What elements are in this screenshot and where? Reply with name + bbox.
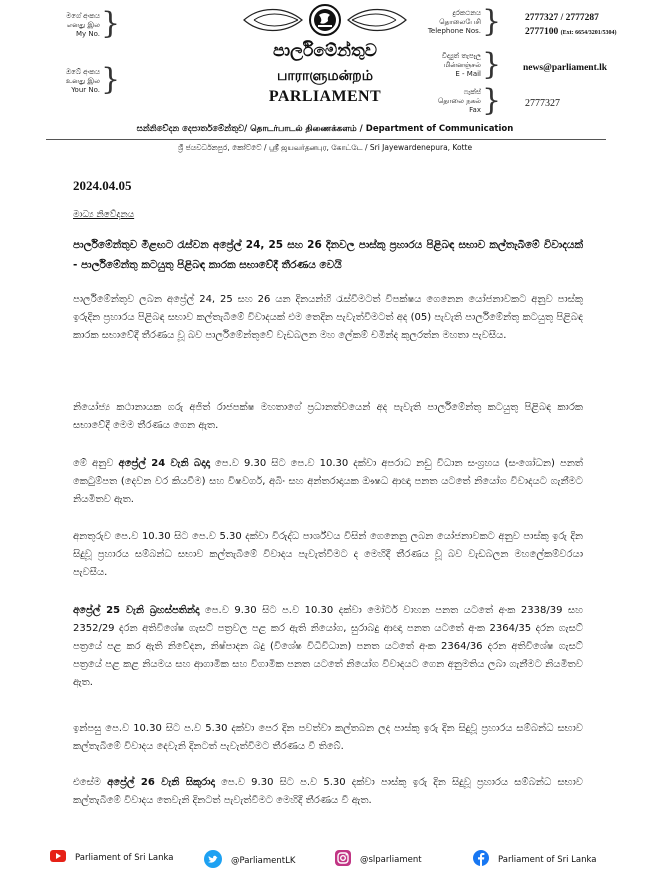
telephone-label: දුරකථනය தொலைபேசி Telephone Nos. [427,9,481,35]
title-tamil: பாராளுமன்றம் [277,68,373,84]
fax-label: ෆැක්ස් தொலை நகல் Fax [437,88,481,114]
fax-brace: } [482,83,502,118]
footer-social [0,850,650,870]
title-sinhala: පාර්ලිමේන්තුව [273,41,377,61]
department-line [0,124,650,135]
paragraph-5: අප්‍රේල් 25 වැනි බ්‍රහස්පතින්දා පෙ.ව 9.30 සිට ප.ව 10.30 දක්වා මෝටර් වාහන පනත යටතේ අංක 2338/39 සහ 2352/29 දරන අතිවිශේෂ ගැසට් පත්‍රවල පළ කර ඇති නියෝග, සුරාබදු ආඥා පනත යටතේ අංක 2364/35 දරන ගැසට් පත්‍රයේ පළ කර ඇති නිවේදන, නිෂ්පාදන බදු (විශේෂ විධිවිධාන) පනත යටතේ අංක 2364/36 දරන අතිවිශේෂ ගැසට් පත්‍රයේ පළ කළ නියමය සහ ආගාමික සහ විගාමික පනත යටතේ නියෝග විවාදයට ගෙන අනුමතිය ලබා ගැනීමට නියමිතව ඇත. [73,605,583,688]
date-april-24: අප්‍රේල් 24 වැනි බදාදා [118,458,210,469]
footer-twitter[interactable] [204,850,295,871]
instagram-label: @slparliament [360,854,422,865]
parliament-emblem-icon [240,3,410,37]
date-april-25: අප්‍රේල් 25 වැනි බ්‍රහස්පතින්දා [73,605,200,616]
my-no-brace: } [101,6,121,41]
your-no-brace: } [101,62,121,97]
date-april-26: අප්‍රේල් 26 වැනි සිකුරාදා [107,777,215,788]
telephone-value-2: 2777100 (Ext: 6654/3201/5304) [525,27,617,37]
paragraph-1: පාර්ලිමේන්තුව ලබන අප්‍රේල් 24, 25 සහ 26 යන දිනයන්හි රැස්වීමටත් විපක්ෂය ගෙනෙන යෝජනාවකට අනුව පාස්කු ඉරුදින ප්‍රහාරය පිළිබඳ සභාව කල්තැබීමේ විවාදයක් එම තෙදින පැවැත්වීමටත් අද (05) පැවැති පාර්ලිමේන්තු කටයුතු පිළිබඳ කාරක සභාවේදී තීරණය වූ බව පාර්ලිමේන්තුවේ වැඩබලන මහ ලේකම් චමින්ද කුලරත්න මහතා පැවසීය. [73,294,583,341]
document-kind: මාධ්‍ය නිවේදනය [73,210,135,220]
address-english: Sri Jayewardenepura, Kotte [369,143,473,152]
your-no-label: ඔබේ අංකය உனது இல Your No. [65,68,100,94]
email-label: විද්‍යුත් තැපෑල மின்னஞ்சல் E - Mail [441,52,481,78]
paragraph-6: ඉන්පසු පෙ.ව 10.30 සිට ප.ව 5.30 දක්වා පෙර දින පවත්වා කල්තබන ලද පාස්කු ඉරු දින සිදුවූ ප්‍රහාරය සම්බන්ධ සභාව කල්තැබීමේ විවාදය දෙවැනි දිනටත් පැවැත්වීමට තීරණය වී තිබේ. [73,723,583,752]
facebook-label: Parliament of Sri Lanka [498,854,597,865]
address-sinhala: ශ්‍රී ජයවර්ධනපුර, කෝට්ටේ / [177,143,267,152]
footer-youtube[interactable] [50,850,173,865]
telephone-ext: (Ext: 6654/3201/5304) [560,30,617,36]
paragraph-3: මේ අනුව අප්‍රේල් 24 වැනි බදාදා පෙ.ව 9.30 සිට පෙ.ව 10.30 දක්වා අපරාධ නඩු විධාන සංග්‍රහය (සංශෝධන) පනත් කෙටුම්පත (දෙවන වර කියවීම) සහ විෂවර්ග, අබිං සහ අන්තරාදායක ඖෂධ ආඥා පනත යටතේ නියෝග විවාදයට ගැනීමට නියමිතව ඇත. [73,458,583,505]
twitter-icon [204,850,222,871]
footer-instagram[interactable] [335,850,422,869]
telephone-value-1: 2777327 / 2777287 [525,13,599,23]
facebook-icon [473,850,489,869]
telephone-brace: } [482,4,502,39]
department-sinhala: සන්නිවේදන දෙපාර්තමේන්තුව/ [136,124,248,134]
address-tamil: ஸ்ரீ ஜயவர்தனபுர, கோட்டே / [268,143,368,152]
department-english: Department of Communication [365,124,514,134]
my-no-label: මගේ අංකය எனது இல My No. [66,12,100,38]
paragraph-7: එසේම අප්‍රේල් 26 වැනි සිකුරාදා පෙ.ව 9.30 සිට ප.ව 5.30 දක්වා පාස්කු ඉරු දින සිදුවූ ප්‍රහාරය සම්බන්ධ සභාව කල්තැබීමේ විවාදය තෙවැනි දිනටත් පැවැත්වීමට මෙහිදී තීරණය වී ඇත. [73,777,583,806]
instagram-icon [335,850,351,869]
paragraph-4: අනතුරුව පෙ.ව 10.30 සිට පෙ.ව 5.30 දක්වා විරුද්ධ පාර්ශ්වය විසින් ගෙනෙනු ලබන යෝජනාවකට අනුව පාස්කු ඉරු දින සිදුවූ ප්‍රහාරය සම්බන්ධ සභාව කල්තැබීමේ විවාදය පැවැත්වීමට ද මෙහිදී තීරණය වූ බව වැඩබලන මහලේකම්වරයා පැවසීය. [73,531,583,578]
footer-facebook[interactable] [473,850,596,869]
twitter-label: @ParliamentLK [231,855,296,866]
email-link[interactable]: news@parliament.lk [523,63,608,73]
headline: පාර්ලිමේන්තුව මීළඟට රැස්වන අප්‍රේල් 24, 25 සහ 26 දිනවල පාස්කු ප්‍රහාරය පිළිබඳ සභාව කල්තැබීමේ විවාදයක් - පාර්ලිමේන්තු කටයුතු පිළිබඳ කාරක සභාවේදී තීරණය වෙයි [73,239,583,271]
youtube-label: Parliament of Sri Lanka [75,852,174,863]
department-tamil: தொடர்பாடல் திணைக்களம் / [250,124,363,134]
address-line [0,143,650,153]
youtube-icon [50,850,66,865]
paragraph-2: නියෝජ්‍ය කථානායක ගරු අජිත් රාජපක්ෂ මහතාගේ ප්‍රධානත්වයෙන් අද පැවැති පාර්ලිමේන්තු කටයුතු පිළිබඳ කාරක සභාවේදී මෙම තීරණය ගෙන ඇත. [73,402,583,431]
fax-value: 2777327 [525,98,560,109]
header-divider [46,139,606,140]
email-brace: } [482,47,502,82]
title-english: PARLIAMENT [268,88,382,105]
release-date: 2024.04.05 [73,178,132,193]
